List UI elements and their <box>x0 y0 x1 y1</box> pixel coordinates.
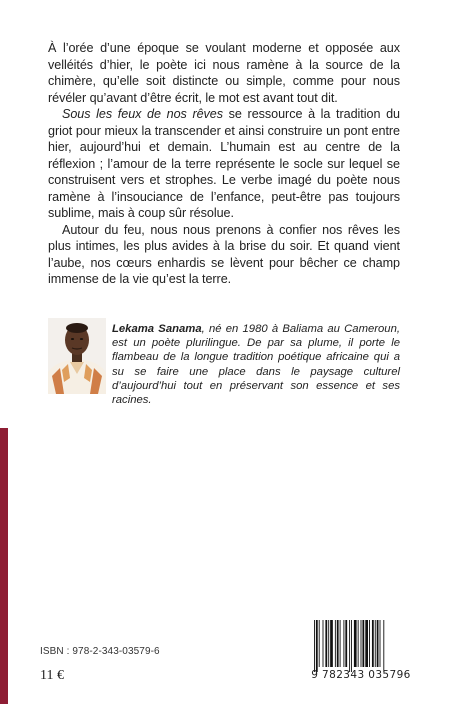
barcode-bar <box>380 620 381 667</box>
barcode-bar <box>372 620 374 667</box>
barcode-bar <box>325 620 327 667</box>
barcode-bar <box>314 620 315 672</box>
barcode-bar <box>361 620 362 667</box>
blurb-paragraph-1: À l’orée d’une époque se voulant moderne et opposée aux velléités d’hier, le poète ici nous ramène à la source de la chimère, qu’elle soit distincte ou simple, comme pour nous révéler qu’avant d’être écrit, le mot est avant tout dit. <box>48 41 400 105</box>
author-name: Lekama Sanama <box>112 323 202 335</box>
barcode-bar <box>319 620 320 667</box>
barcode-bar <box>340 620 341 667</box>
book-title-italic: Sous les feux de nos rêves <box>62 107 224 121</box>
author-bio-text: , né en 1980 à Baliama au Cameroun, est un poète plurilingue. De par sa plume, il porte le flambeau de la longue tradition poétique africaine qui a su se faire une place dans le paysage culturel d’aujourd’hui tout en préservant son essence et ses racines. <box>112 323 401 407</box>
barcode-bar <box>343 620 344 667</box>
back-cover-blurb <box>48 40 400 288</box>
barcode-bar <box>365 620 368 667</box>
barcode-bar <box>351 620 352 672</box>
barcode-bar <box>335 620 336 667</box>
author-photo <box>48 318 106 394</box>
barcode-number: 9 782343 035796 <box>311 669 411 681</box>
blurb-paragraph-3: Autour du feu, nous nous prenons à confier nos rêves les plus intimes, les plus avides à la brise du soir. Et quand vient l’aube, nos cœurs enhardis se lèvent pour bêcher ce champ immense de la vie qu’est la terre. <box>48 222 400 286</box>
barcode-bar <box>375 620 376 667</box>
barcode-bar <box>383 620 384 672</box>
barcode-bar <box>337 620 339 667</box>
barcode-bar <box>316 620 318 672</box>
barcode-bar <box>328 620 329 667</box>
barcode-bar <box>362 620 364 667</box>
author-bio <box>112 322 400 407</box>
blurb-paragraph-2-text: se ressource à la tradition du griot pour mieux la transcender et ainsi construire un pont entre hier, aujourd’hui et demain. L’humain est au centre de la réflexion ; l’amour de la terre représente le socle sur lequel se construisent vers et strophes. Le verbe imagé du poète nous ramène à l’insouciance de l’enfance, peut-être pas toujours sublime, mais à coup sûr résolue. <box>48 107 400 220</box>
barcode-bar <box>369 620 370 667</box>
spine-accent-bar <box>0 428 8 704</box>
barcode-bar <box>349 620 350 672</box>
barcode-bar <box>354 620 357 667</box>
barcode-bar <box>377 620 379 667</box>
barcode-bar <box>345 620 347 667</box>
blurb-paragraph-2 <box>48 106 400 222</box>
barcode-bar <box>330 620 333 667</box>
barcode-bar <box>323 620 324 667</box>
isbn-label: ISBN : 978-2-343-03579-6 <box>40 646 160 657</box>
price-label: 11 € <box>40 668 64 683</box>
barcode-bar <box>358 620 359 667</box>
